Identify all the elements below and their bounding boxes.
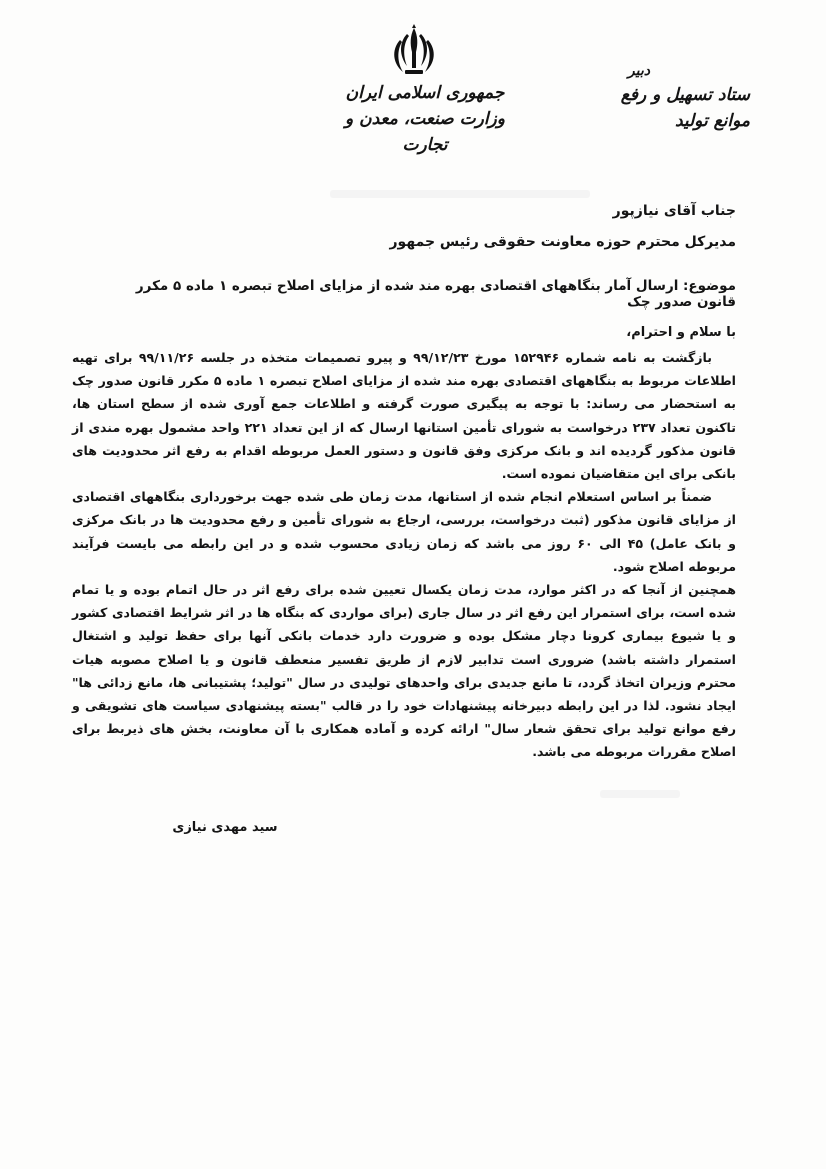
headquarters-name: ستاد تسهیل و رفع موانع تولید <box>620 85 750 131</box>
letter-greeting: با سلام و احترام، <box>626 325 736 340</box>
body-paragraph: بازگشت به نامه شماره ۱۵۲۹۴۶ مورخ ۹۹/۱۲/۲۳ و پیرو تصمیمات متخذه در جلسه ۹۹/۱۱/۲۶ برای تهیه اطلاعات مربوط به بنگاههای اقتصادی بهره مند شده از مزایای اصلاح تبصره ۱ ماده ۵ مکرر قانون صدور چک به استحضار می رساند: با توجه به پیگیری صورت گرفته و اطلاعات جمع آوری شده از سطح استان ها، تاکنون تعداد ۲۳۷ درخواست به شورای تأمین استانها ارسال که از این تعداد ۲۲۱ واحد مشمول بهره مندی از قانون مذکور گردیده اند و بانک مرکزی وفق قانون و دستور العمل مربوطه اقدام به رفع اثر محدودیت های بانکی برای این متقاضیان نموده است. <box>72 350 737 482</box>
signature-name: سید مهدی نیازی <box>172 820 278 835</box>
scan-artifact <box>330 190 590 198</box>
scan-artifact <box>600 790 680 798</box>
letter-subject: موضوع: ارسال آمار بنگاههای اقتصادی بهره مند شده از مزایای اصلاح تبصره ۱ ماده ۵ مکرر قانون صدور چک <box>135 278 736 310</box>
recipient-name: جناب آقای نیازپور <box>612 203 736 219</box>
letter-body <box>72 346 736 764</box>
body-paragraph: همچنین از آنجا که در اکثر موارد، مدت زمان یکسال تعیین شده برای رفع اثر در حال اتمام بوده و یا تمام شده است، برای استمرار این رفع اثر در سال جاری (برای مواردی که بنگاه ها در اثر شرایط اقتصادی کشور و یا شیوع بیماری کرونا دچار مشکل بوده و ضرورت دارد خدمات بانکی آنها برای حفظ تولید و اشتغال استمرار داشته باشد) ضروری است تدابیر لازم از طریق تفسیر منعطف قانون و یا اصلاح مصوبه هیات محترم وزیران اتخاذ گردد، تا مانع جدیدی برای واحدهای تولیدی در سال "تولید؛ پشتیبانی ها، مانع زدائی ها" ایجاد نشود. لذا در این رابطه دبیرخانه پیشنهادات خود را در قالب "بسته پیشنهادی سیاست های تشویقی و رفع موانع تولید برای تحقق شعار سال" ارائه کرده و آماده همکاری با آن معاونت، بخش های ذیربط برای اصلاح مقررات مربوطه می باشد. <box>72 582 736 760</box>
body-paragraph: ضمناً بر اساس استعلام انجام شده از استانها، مدت زمان طی شده جهت برخورداری بنگاههای اقتصادی از مزایای قانون مذکور (ثبت درخواست، بررسی، ارجاع به شورای تأمین و رفع محدودیت ها در بانک مرکزی و بانک عامل) ۴۵ الی ۶۰ روز می باشد که زمان زیادی محسوب شده و در این رابطه می بایست فرآیند مربوطه اصلاح شود. <box>72 489 736 574</box>
country-name: جمهوری اسلامی ایران <box>345 83 505 103</box>
ministry-name: وزارت صنعت، معدن و تجارت <box>345 109 505 155</box>
iran-emblem-icon <box>383 22 445 84</box>
secretariat-label: دبیر <box>627 63 650 79</box>
headquarters-letterhead <box>600 62 750 134</box>
ministry-letterhead <box>330 82 520 158</box>
recipient-title: مدیرکل محترم حوزه معاونت حقوقی رئیس جمهور <box>389 234 736 250</box>
